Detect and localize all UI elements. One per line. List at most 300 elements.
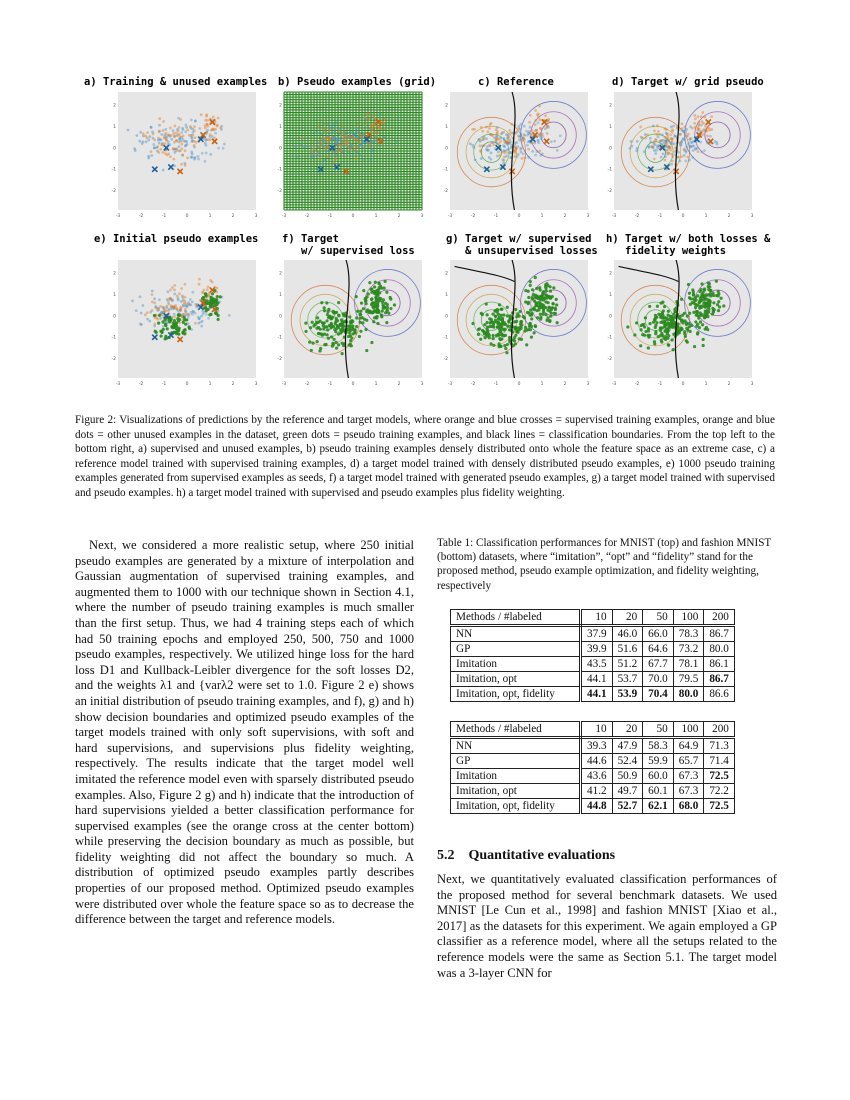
value-cell: 80.0 [704,642,735,657]
scatter-point [197,322,200,325]
value-cell: 50.9 [612,769,643,784]
method-cell: Imitation, opt [451,672,581,687]
scatter-point [321,137,324,140]
scatter-point [509,156,512,159]
scatter-point [648,145,651,148]
y-tick-label: -2 [443,357,448,363]
scatter-point [519,148,522,151]
x-tick-label: 2 [397,214,401,219]
scatter-point [714,140,717,143]
scatter-point [300,143,303,146]
scatter-point [145,140,148,143]
scatter-point [356,139,359,142]
scatter-point [364,328,367,331]
scatter-point [514,308,517,311]
scatter-point [173,313,176,316]
scatter-point [371,114,374,117]
scatter-point [191,153,194,156]
scatter-point [320,332,323,335]
scatter-point [147,157,150,160]
scatter-point [208,313,211,316]
value-cell: 80.0 [673,687,704,702]
scatter-point [649,140,652,143]
scatter-point [348,344,351,347]
right-paragraph: Next, we quantitatively evaluated classification performances of the proposed method for several benchmark datasets. We used MNIST [Le Cun et al., 1998] and fashion MNIST [Xiao et al., 2017] as the datasets for this experiment. We again employed a GP classifier as a reference model, where all the setups related to the reference models were the same as Section 5.1. The target model was a 3-layer CNN for [437,872,777,980]
left-column [75,538,414,928]
scatter-point [640,136,643,139]
scatter-point [138,140,141,143]
scatter-point [527,148,530,151]
scatter-point [159,305,162,308]
scatter-point [211,297,214,300]
scatter-point [503,152,506,155]
scatter-point [506,343,509,346]
scatter-point [183,283,186,286]
scatter-point [359,330,362,333]
scatter-point [722,304,725,307]
scatter-point [339,143,342,146]
x-tick-label: 2 [563,382,567,387]
scatter-point [372,140,375,143]
scatter-point [180,287,183,290]
scatter-point [200,325,203,328]
scatter-point [158,314,161,317]
scatter-point [544,114,547,117]
scatter-point [189,125,192,128]
scatter-point [205,152,208,155]
scatter-point [311,321,314,324]
scatter-point [505,140,508,143]
scatter-point [681,127,684,130]
scatter-point [630,140,633,143]
x-tick-label: 3 [420,382,424,387]
scatter-point [194,136,197,139]
header-cell: 200 [704,610,735,626]
scatter-point [701,111,704,114]
scatter-point [554,308,557,311]
scatter-point [381,309,384,312]
scatter-point [376,322,379,325]
scatter-point [709,289,712,292]
scatter-point [689,137,692,140]
value-cell: 43.5 [581,657,613,672]
scatter-point [531,129,534,132]
y-tick-label: 1 [445,292,448,298]
scatter-point [706,305,709,308]
scatter-point [325,319,328,322]
scatter-point [373,304,376,307]
scatter-point [164,152,167,155]
scatter-point [471,144,474,147]
scatter-point [212,116,215,119]
scatter-point [694,299,697,302]
scatter-point [539,288,542,291]
value-cell: 44.1 [581,672,613,687]
scatter-point [701,133,704,136]
scatter-point [177,141,180,144]
scatter-point [338,149,341,152]
scatter-point [331,316,334,319]
scatter-point [223,143,226,146]
scatter-point [478,327,481,330]
scatter-point [486,326,489,329]
scatter-point [539,316,542,319]
scatter-point [365,310,368,313]
scatter-point [503,137,506,140]
scatter-point [316,142,319,145]
y-tick-label: -2 [607,189,612,195]
scatter-point [518,337,521,340]
scatter-point [380,314,383,317]
scatter-point [153,297,156,300]
scatter-point [366,113,369,116]
scatter-point [164,323,167,326]
scatter-point [373,285,376,288]
scatter-point [359,310,362,313]
scatter-point [369,159,372,162]
scatter-point [173,141,176,144]
scatter-point [370,298,373,301]
value-cell: 78.1 [673,657,704,672]
scatter-point [190,118,193,121]
scatter-point [217,318,220,321]
y-tick-label: 2 [113,103,116,109]
scatter-point [659,140,662,143]
panel-title-c: c) Reference [478,76,554,88]
scatter-point [181,154,184,157]
scatter-point [495,310,498,313]
scatter-point [184,164,187,167]
scatter-point [657,135,660,138]
scatter-point [697,128,700,131]
section-number: 5.2 [437,848,455,863]
scatter-point [667,344,670,347]
scatter-point [655,316,658,319]
scatter-point [658,133,661,136]
scatter-point [387,312,390,315]
scatter-point [546,316,549,319]
plot-background [450,260,588,378]
x-tick-label: -3 [281,214,287,219]
scatter-point [161,151,164,154]
scatter-point [671,317,674,320]
scatter-point [519,123,522,126]
scatter-point [324,343,327,346]
scatter-point [516,331,519,334]
scatter-point [531,296,534,299]
scatter-point [683,330,686,333]
scatter-point [708,299,711,302]
scatter-point [702,122,705,125]
scatter-point [175,308,178,311]
scatter-point [201,291,204,294]
scatter-point [194,312,197,315]
scatter-point [537,134,540,137]
scatter-point [331,136,334,139]
scatter-point [194,120,197,123]
scatter-point [209,153,212,156]
scatter-point [327,139,330,142]
scatter-point [367,118,370,121]
scatter-point [331,143,334,146]
scatter-point [146,318,149,321]
scatter-point [308,341,311,344]
scatter-point [326,310,329,313]
plot-background [118,92,256,210]
scatter-point [335,154,338,157]
scatter-point [471,322,474,325]
header-cell: 20 [612,722,643,738]
scatter-point [200,113,203,116]
scatter-point [304,322,307,325]
scatter-point [172,147,175,150]
scatter-point [180,163,183,166]
scatter-point [337,301,340,304]
scatter-point [171,286,174,289]
scatter-point [648,305,651,308]
table-row [451,626,735,642]
x-tick-label: 0 [681,214,685,219]
scatter-point [696,332,699,335]
table-row [451,657,735,672]
table-row [451,784,735,799]
x-tick-label: 1 [208,214,212,219]
scatter-point [205,115,208,118]
section-heading [437,848,615,864]
scatter-point [641,323,644,326]
scatter-point [209,279,212,282]
scatter-point [534,276,537,279]
scatter-point [301,137,304,140]
scatter-point [700,115,703,118]
scatter-point [670,153,673,156]
scatter-point [393,303,396,306]
scatter-point [204,127,207,130]
scatter-point [544,287,547,290]
value-cell: 68.0 [673,799,704,814]
y-tick-label: 1 [279,124,282,130]
method-cell: Imitation, opt, fidelity [451,687,581,702]
scatter-point [152,143,155,146]
scatter-point [322,128,325,131]
scatter-point [514,151,517,154]
scatter-point [349,148,352,151]
scatter-point [644,137,647,140]
scatter-point [216,125,219,128]
x-tick-label: -3 [281,382,287,387]
scatter-point [659,329,662,332]
scatter-point [219,126,222,129]
scatter-point [193,144,196,147]
scatter-point [694,306,697,309]
scatter-point [530,317,533,320]
scatter-point [323,306,326,309]
scatter-point [524,156,527,159]
scatter-point [500,151,503,154]
scatter-point [697,115,700,118]
scatter-point [540,132,543,135]
scatter-point [677,151,680,154]
scatter-point [533,308,536,311]
scatter-point [530,312,533,315]
scatter-point [497,138,500,141]
scatter-point [681,321,684,324]
scatter-point [507,135,510,138]
y-tick-label: 0 [445,146,448,152]
scatter-point [526,144,529,147]
scatter-point [146,136,149,139]
plot-c [442,88,592,220]
scatter-point [530,335,533,338]
scatter-point [687,133,690,136]
table-mnist [450,609,735,702]
scatter-point [146,131,149,134]
value-cell: 39.3 [581,738,613,754]
scatter-point [185,126,188,129]
scatter-point [184,308,187,311]
scatter-point [158,117,161,120]
x-tick-label: 3 [420,214,424,219]
scatter-point [365,295,368,298]
scatter-point [349,131,352,134]
scatter-point [710,115,713,118]
scatter-point [540,137,543,140]
scatter-point [168,297,171,300]
scatter-point [205,144,208,147]
scatter-point [167,290,170,293]
scatter-point [660,340,663,343]
scatter-point [700,282,703,285]
scatter-point [655,133,658,136]
scatter-point [334,126,337,129]
scatter-point [136,134,139,137]
scatter-point [335,143,338,146]
scatter-point [536,296,539,299]
x-tick-label: 3 [750,382,754,387]
scatter-point [198,317,201,320]
scatter-point [709,294,712,297]
y-tick-label: 2 [279,103,282,109]
scatter-point [179,149,182,152]
value-cell: 71.4 [704,754,735,769]
scatter-point [654,326,657,329]
value-cell: 59.9 [643,754,674,769]
scatter-point [379,112,382,115]
scatter-point [513,327,516,330]
value-cell: 60.1 [643,784,674,799]
scatter-point [669,133,672,136]
y-tick-label: 2 [609,271,612,277]
value-cell: 78.3 [673,626,704,642]
scatter-point [659,334,662,337]
scatter-point [347,151,350,154]
scatter-point [382,306,385,309]
scatter-point [319,347,322,350]
scatter-point [341,124,344,127]
y-tick-label: 0 [609,146,612,152]
scatter-point [523,329,526,332]
scatter-point [678,160,681,163]
x-tick-label: -1 [161,382,167,387]
scatter-point [179,306,182,309]
y-tick-label: 0 [445,314,448,320]
scatter-point [643,150,646,153]
panel-title-d: d) Target w/ grid pseudo [612,76,764,88]
scatter-point [692,293,695,296]
scatter-point [355,157,358,160]
scatter-point [666,318,669,321]
scatter-point [343,131,346,134]
scatter-point [664,335,667,338]
scatter-point [183,313,186,316]
scatter-point [157,151,160,154]
scatter-point [310,349,313,352]
scatter-point [529,126,532,129]
scatter-point [489,123,492,126]
scatter-point [140,312,143,315]
scatter-point [527,156,530,159]
y-tick-label: -2 [277,189,282,195]
scatter-point [538,105,541,108]
scatter-point [157,322,160,325]
x-tick-label: 1 [208,382,212,387]
scatter-point [371,126,374,129]
scatter-point [715,280,718,283]
scatter-point [332,311,335,314]
scatter-point [356,123,359,126]
scatter-point [523,125,526,128]
value-cell: 53.9 [612,687,643,702]
scatter-point [360,136,363,139]
scatter-point [480,139,483,142]
scatter-point [148,320,151,323]
scatter-point [183,300,186,303]
scatter-point [158,142,161,145]
scatter-point [691,156,694,159]
plot-g [442,256,592,388]
header-cell: 50 [643,722,674,738]
scatter-point [315,131,318,134]
x-tick-label: -1 [493,214,499,219]
scatter-point [358,313,361,316]
scatter-point [184,149,187,152]
scatter-point [708,285,711,288]
scatter-point [310,151,313,154]
x-tick-label: 2 [727,382,731,387]
scatter-point [672,348,675,351]
scatter-point [215,312,218,315]
scatter-point [633,333,636,336]
scatter-point [164,128,167,131]
scatter-point [549,315,552,318]
scatter-point [515,131,518,134]
scatter-point [333,328,336,331]
scatter-point [197,155,200,158]
scatter-point [497,317,500,320]
scatter-point [334,320,337,323]
scatter-point [142,140,145,143]
scatter-point [661,301,664,304]
y-tick-label: -1 [443,167,448,173]
scatter-point [151,293,154,296]
scatter-point [385,321,388,324]
x-tick-label: 2 [727,214,731,219]
y-tick-label: -2 [111,357,116,363]
scatter-point [655,321,658,324]
scatter-point [671,160,674,163]
scatter-point [535,287,538,290]
x-tick-label: -2 [470,214,476,219]
